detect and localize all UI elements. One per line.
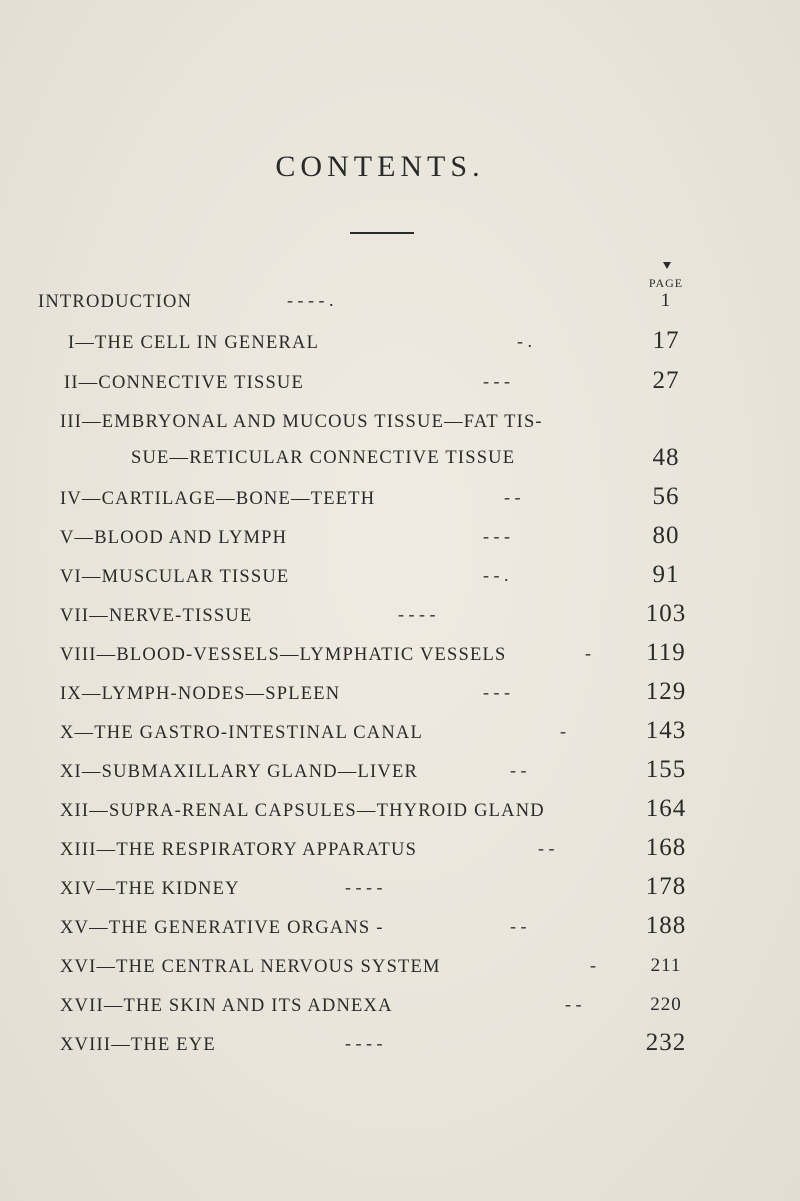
toc-entry-label: II—CONNECTIVE TISSUE: [64, 373, 304, 393]
fleuron-ornament-icon: [663, 262, 671, 269]
toc-entry-label: XIV—THE KIDNEY: [60, 879, 240, 899]
toc-entry-leaders: -: [585, 643, 591, 663]
toc-entry-label: XVIII—THE EYE: [60, 1035, 216, 1055]
toc-entry-page: 232: [645, 1029, 687, 1056]
toc-entry-label: XII—SUPRA-RENAL CAPSULES—THYROID GLAND: [60, 801, 545, 821]
toc-entry-leaders: -: [560, 721, 566, 741]
toc-entry-label: XV—THE GENERATIVE ORGANS -: [60, 918, 384, 938]
toc-entry-leaders: - -: [510, 916, 527, 936]
toc-entry-label: IX—LYMPH-NODES—SPLEEN: [60, 684, 341, 704]
toc-entry-leaders: - -: [504, 487, 521, 507]
toc-entry-leaders: - -: [510, 760, 527, 780]
toc-entry-page: 27: [652, 367, 680, 394]
toc-entry-leaders: - - - - .: [287, 290, 334, 310]
toc-entry-label: XVI—THE CENTRAL NERVOUS SYSTEM: [60, 957, 441, 977]
toc-entry-page: 129: [645, 678, 687, 705]
toc-entry-page: 143: [645, 717, 687, 744]
toc-entry-label: XI—SUBMAXILLARY GLAND—LIVER: [60, 762, 419, 782]
toc-entry-page: 80: [652, 522, 680, 549]
title-rule: [350, 232, 414, 234]
page-column-header: PAGE: [648, 276, 684, 290]
toc-entry-leaders: - - .: [483, 565, 509, 585]
toc-entry-page: 56: [652, 483, 680, 510]
toc-entry-leaders: - -: [538, 838, 555, 858]
toc-entry-page: 220: [650, 994, 682, 1015]
toc-entry-leaders: - - -: [483, 526, 510, 546]
toc-entry-page: 1: [660, 290, 672, 311]
toc-entry-page: 164: [645, 795, 687, 822]
toc-entry-label: IV—CARTILAGE—BONE—TEETH: [60, 489, 376, 509]
toc-entry-label: V—BLOOD AND LYMPH: [60, 528, 288, 548]
page-title: CONTENTS.: [275, 150, 485, 183]
toc-entry-leaders: - - - -: [398, 604, 436, 624]
toc-entry-page: 211: [650, 955, 682, 976]
toc-entry-leaders: - - - -: [345, 1033, 383, 1053]
toc-entry-leaders: - - - -: [345, 877, 383, 897]
toc-entry-page: 188: [645, 912, 687, 939]
toc-entry-label: VI—MUSCULAR TISSUE: [60, 567, 290, 587]
toc-entry-label: I—THE CELL IN GENERAL: [68, 333, 320, 353]
toc-entry-page: 91: [652, 561, 680, 588]
toc-entry-label: VIII—BLOOD-VESSELS—LYMPHATIC VESSELS: [60, 645, 507, 665]
toc-entry-leaders: - -: [565, 994, 582, 1014]
toc-entry-page: 17: [652, 327, 680, 354]
toc-entry-label: XVII—THE SKIN AND ITS ADNEXA: [60, 996, 393, 1016]
toc-entry-leaders: - - -: [483, 371, 510, 391]
toc-entry-page: 119: [646, 639, 686, 666]
toc-entry-label: INTRODUCTION: [38, 292, 193, 312]
toc-entry-label: III—EMBRYONAL AND MUCOUS TISSUE—FAT TIS-: [60, 412, 543, 432]
toc-entry-page: 48: [652, 444, 680, 471]
toc-entry-label: XIII—THE RESPIRATORY APPARATUS: [60, 840, 418, 860]
toc-entry-page: 103: [645, 600, 687, 627]
toc-entry-page: 178: [645, 873, 687, 900]
toc-entry-label: VII—NERVE-TISSUE: [60, 606, 253, 626]
toc-entry-page: 155: [645, 756, 687, 783]
toc-entry-leaders: -: [590, 955, 596, 975]
toc-entry-label-continued: SUE—RETICULAR CONNECTIVE TISSUE: [131, 448, 516, 468]
toc-entry-page: 168: [645, 834, 687, 861]
toc-entry-leaders: - .: [517, 331, 532, 351]
toc-entry-leaders: - - -: [483, 682, 510, 702]
toc-entry-label: X—THE GASTRO-INTESTINAL CANAL: [60, 723, 423, 743]
